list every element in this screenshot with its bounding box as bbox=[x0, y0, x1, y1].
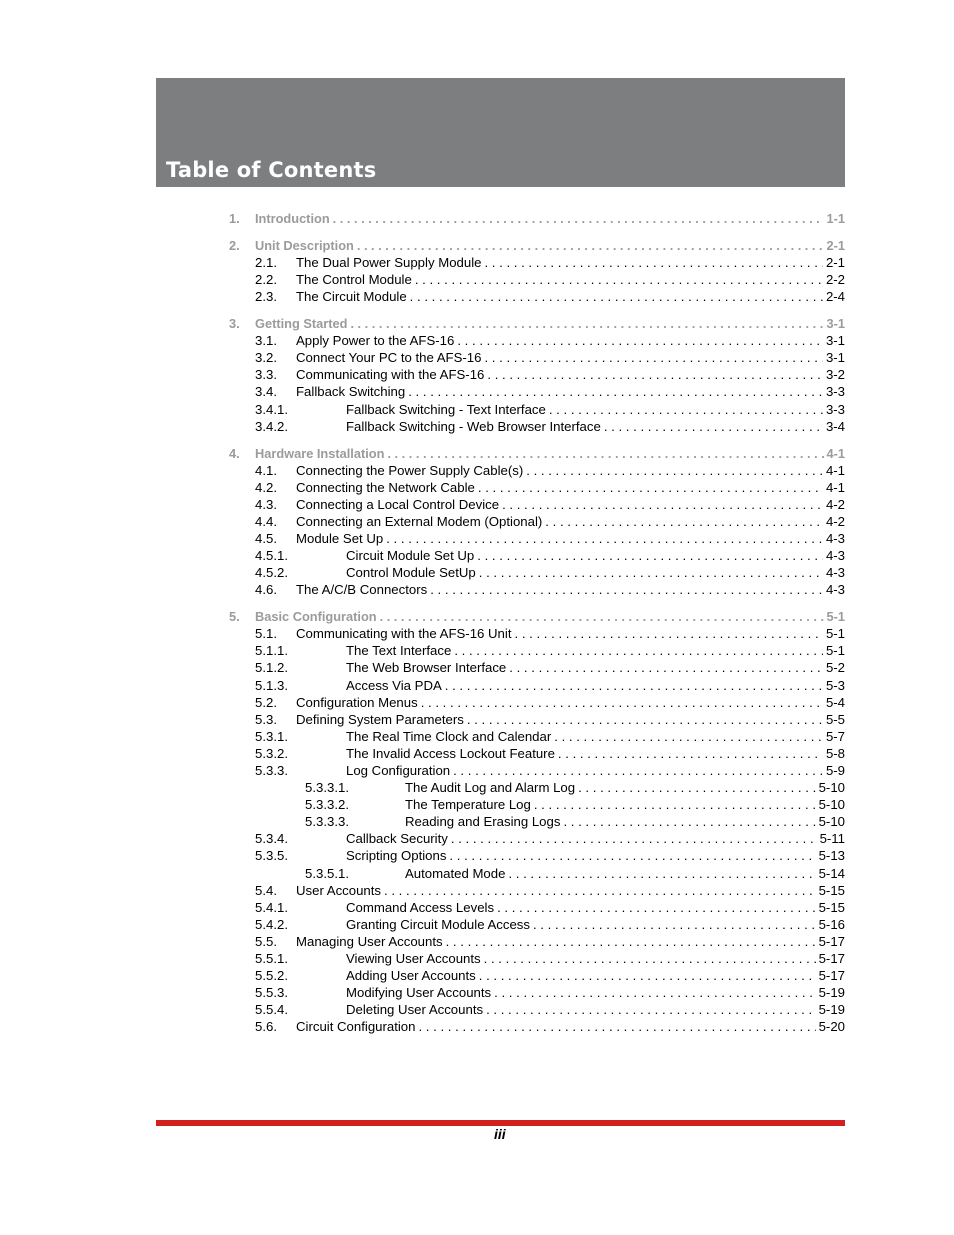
toc-entry-number: 5.3.2. bbox=[255, 745, 288, 761]
toc-entry-page: 5-1 bbox=[823, 642, 845, 659]
toc-entry-label bbox=[296, 462, 845, 479]
toc-entry-title: Deleting User Accounts bbox=[346, 1001, 486, 1018]
toc-entry-number: 2. bbox=[229, 237, 240, 253]
toc-entry-page: 5-11 bbox=[817, 830, 845, 847]
toc-entry-number: 4.5. bbox=[255, 530, 277, 546]
toc-entry-label bbox=[296, 694, 845, 711]
toc-entry-row[interactable] bbox=[229, 496, 845, 513]
dot-leader bbox=[508, 865, 815, 882]
toc-entry-row[interactable] bbox=[229, 513, 845, 530]
toc-entry-row[interactable] bbox=[229, 418, 845, 435]
toc-entry-title: The Real Time Clock and Calendar bbox=[346, 728, 554, 745]
dot-leader bbox=[578, 779, 816, 796]
toc-entry-label bbox=[346, 401, 845, 418]
toc-entry-title: Reading and Erasing Logs bbox=[405, 813, 563, 830]
dot-leader bbox=[451, 830, 817, 847]
toc-entry-page: 3-1 bbox=[823, 332, 845, 349]
toc-entry-row[interactable] bbox=[229, 745, 845, 762]
toc-entry-title: Callback Security bbox=[346, 830, 451, 847]
toc-entry-page: 2-1 bbox=[824, 237, 846, 254]
toc-entry-page: 5-17 bbox=[816, 967, 845, 984]
toc-entry-label bbox=[346, 659, 845, 676]
toc-chapter-row[interactable] bbox=[229, 445, 845, 462]
toc-entry-page: 5-7 bbox=[823, 728, 845, 745]
toc-entry-page: 5-15 bbox=[816, 882, 845, 899]
toc-entry-row[interactable] bbox=[229, 366, 845, 383]
toc-entry-title: Connect Your PC to the AFS-16 bbox=[296, 349, 484, 366]
toc-entry-row[interactable] bbox=[229, 916, 845, 933]
toc-entry-title: Configuration Menus bbox=[296, 694, 421, 711]
toc-entry-page: 5-15 bbox=[816, 899, 845, 916]
toc-entry-title: Granting Circuit Module Access bbox=[346, 916, 533, 933]
toc-entry-number: 4.5.1. bbox=[255, 548, 288, 564]
toc-entry-page: 5-19 bbox=[816, 1001, 845, 1018]
toc-entry-row[interactable] bbox=[229, 642, 845, 659]
toc-entry-number: 5. bbox=[229, 609, 240, 625]
toc-entry-label bbox=[346, 547, 845, 564]
toc-entry-page: 5-10 bbox=[816, 779, 845, 796]
toc-entry-title: The A/C/B Connectors bbox=[296, 581, 430, 598]
toc-entry-label bbox=[346, 642, 845, 659]
toc-entry-title: Managing User Accounts bbox=[296, 933, 446, 950]
toc-entry-number: 5.3.5.1. bbox=[305, 865, 349, 881]
dot-leader bbox=[430, 581, 823, 598]
toc-entry-page: 5-1 bbox=[823, 625, 845, 642]
toc-entry-title: The Control Module bbox=[296, 271, 415, 288]
toc-entry-page: 3-3 bbox=[823, 401, 845, 418]
dot-leader bbox=[558, 745, 823, 762]
toc-entry-row[interactable] bbox=[229, 933, 845, 950]
toc-entry-title: Modifying User Accounts bbox=[346, 984, 494, 1001]
toc-entry-title: Circuit Module Set Up bbox=[346, 547, 477, 564]
toc-entry-number: 5.3.3.3. bbox=[305, 814, 349, 830]
toc-entry-number: 5.6. bbox=[255, 1019, 277, 1035]
toc-entry-label bbox=[346, 677, 845, 694]
toc-entry-label bbox=[296, 254, 845, 271]
toc-entry-page: 5-1 bbox=[824, 608, 846, 625]
toc-entry-row[interactable] bbox=[229, 401, 845, 418]
dot-leader bbox=[421, 694, 823, 711]
toc-entry-row[interactable] bbox=[229, 694, 845, 711]
toc-entry-label bbox=[405, 813, 845, 830]
dot-leader bbox=[408, 383, 823, 400]
toc-entry-row[interactable] bbox=[229, 581, 845, 598]
toc-entry-number: 2.2. bbox=[255, 272, 277, 288]
toc-entry-row[interactable] bbox=[229, 899, 845, 916]
toc-entry-label bbox=[255, 608, 845, 625]
dot-leader bbox=[350, 315, 823, 332]
toc-entry-title: Circuit Configuration bbox=[296, 1018, 418, 1035]
toc-entry-label bbox=[346, 916, 845, 933]
toc-entry-number: 3.4.1. bbox=[255, 401, 288, 417]
toc-entry-number: 4.4. bbox=[255, 513, 277, 529]
toc-entry-label bbox=[346, 745, 845, 762]
toc-entry-title: Connecting the Network Cable bbox=[296, 479, 478, 496]
dot-leader bbox=[497, 899, 816, 916]
toc-entry-number: 5.3.3. bbox=[255, 763, 288, 778]
dot-leader bbox=[457, 332, 823, 349]
toc-entry-row[interactable] bbox=[229, 865, 845, 882]
toc-entry-title: Access Via PDA bbox=[346, 677, 445, 694]
dot-leader bbox=[453, 762, 823, 779]
dot-leader bbox=[387, 445, 823, 462]
toc-entry-title: Basic Configuration bbox=[255, 608, 380, 625]
toc-entry-title: Communicating with the AFS-16 bbox=[296, 366, 487, 383]
toc-chapter-row[interactable] bbox=[229, 315, 845, 332]
dot-leader bbox=[502, 496, 823, 513]
toc-entry-number: 5.2. bbox=[255, 694, 277, 710]
toc-entry-row[interactable] bbox=[229, 479, 845, 496]
toc-entry-label bbox=[296, 349, 845, 366]
toc-entry-page: 3-3 bbox=[823, 383, 845, 400]
dot-leader bbox=[418, 1018, 815, 1035]
toc-entry-title: Unit Description bbox=[255, 237, 357, 254]
toc-entry-title: The Circuit Module bbox=[296, 288, 410, 305]
toc-entry-number: 5.4.2. bbox=[255, 916, 288, 932]
toc-entry-label bbox=[296, 1018, 845, 1035]
toc-entry-number: 5.3.1. bbox=[255, 728, 288, 744]
toc-entry-row[interactable] bbox=[229, 332, 845, 349]
toc-entry-number: 4.2. bbox=[255, 479, 277, 495]
toc-entry-page: 5-5 bbox=[823, 711, 845, 728]
toc-entry-number: 3.1. bbox=[255, 333, 277, 349]
toc-entry-page: 4-1 bbox=[824, 445, 846, 462]
dot-leader bbox=[467, 711, 823, 728]
page-number: iii bbox=[494, 1126, 506, 1142]
toc-entry-label bbox=[346, 967, 845, 984]
toc-entry-label bbox=[346, 847, 845, 864]
toc-entry-number: 5.1. bbox=[255, 626, 277, 642]
toc-entry-row[interactable] bbox=[229, 462, 845, 479]
toc-entry-page: 1-1 bbox=[824, 210, 846, 227]
toc-entry-page: 5-16 bbox=[816, 916, 845, 933]
toc-entry-page: 3-1 bbox=[823, 349, 845, 366]
dot-leader bbox=[545, 513, 823, 530]
toc-entry-row[interactable] bbox=[229, 813, 845, 830]
toc-entry-number: 5.3.3.1. bbox=[305, 780, 349, 796]
toc-entry-number: 5.5.3. bbox=[255, 985, 288, 1001]
toc-entry-label bbox=[296, 366, 845, 383]
page-title: Table of Contents bbox=[166, 158, 377, 182]
toc-entry-page: 5-17 bbox=[816, 933, 845, 950]
toc-entry-label bbox=[296, 933, 845, 950]
toc-entry-row[interactable] bbox=[229, 830, 845, 847]
toc-entry-title: Apply Power to the AFS-16 bbox=[296, 332, 457, 349]
toc-entry-number: 5.3.3.2. bbox=[305, 797, 349, 813]
toc-entry-row[interactable] bbox=[229, 530, 845, 547]
toc-entry-title: Connecting the Power Supply Cable(s) bbox=[296, 462, 526, 479]
toc-entry-title: Command Access Levels bbox=[346, 899, 497, 916]
dot-leader bbox=[479, 967, 816, 984]
dot-leader bbox=[446, 933, 816, 950]
toc-entry-label bbox=[346, 728, 845, 745]
toc-entry-title: Fallback Switching bbox=[296, 383, 408, 400]
toc-entry-label bbox=[346, 950, 845, 967]
toc-entry-label bbox=[346, 762, 845, 779]
dot-leader bbox=[509, 659, 823, 676]
toc-entry-page: 5-10 bbox=[816, 796, 845, 813]
toc-entry-title: Getting Started bbox=[255, 315, 350, 332]
toc-entry-row[interactable] bbox=[229, 882, 845, 899]
toc-entry-label bbox=[405, 796, 845, 813]
toc-entry-number: 5.5.1. bbox=[255, 951, 288, 967]
toc-entry-title: Adding User Accounts bbox=[346, 967, 479, 984]
toc-entry-label bbox=[346, 1001, 845, 1018]
toc-entry-page: 4-3 bbox=[823, 547, 845, 564]
dot-leader bbox=[604, 418, 823, 435]
dot-leader bbox=[487, 366, 823, 383]
toc-entry-title: Automated Mode bbox=[405, 865, 508, 882]
dot-leader bbox=[445, 677, 823, 694]
dot-leader bbox=[333, 210, 824, 227]
toc-entry-label bbox=[255, 210, 845, 227]
toc-entry-page: 5-14 bbox=[816, 865, 845, 882]
toc-entry-page: 5-10 bbox=[816, 813, 845, 830]
toc-entry-label bbox=[296, 882, 845, 899]
toc-entry-row[interactable] bbox=[229, 847, 845, 864]
dot-leader bbox=[449, 847, 815, 864]
toc-entry-title: The Web Browser Interface bbox=[346, 659, 509, 676]
dot-leader bbox=[477, 547, 823, 564]
toc-entry-title: Fallback Switching - Text Interface bbox=[346, 401, 549, 418]
toc-entry-page: 5-20 bbox=[816, 1018, 845, 1035]
table-of-contents bbox=[229, 210, 845, 1036]
toc-entry-page: 5-17 bbox=[816, 950, 845, 967]
toc-entry-number: 2.1. bbox=[255, 254, 277, 270]
toc-entry-page: 5-4 bbox=[823, 694, 845, 711]
toc-entry-row[interactable] bbox=[229, 564, 845, 581]
toc-entry-title: The Dual Power Supply Module bbox=[296, 254, 484, 271]
toc-entry-page: 5-19 bbox=[816, 984, 845, 1001]
toc-entry-number: 4.1. bbox=[255, 462, 277, 478]
toc-entry-number: 4.3. bbox=[255, 496, 277, 512]
toc-entry-row[interactable] bbox=[229, 711, 845, 728]
toc-entry-row[interactable] bbox=[229, 796, 845, 813]
dot-leader bbox=[479, 564, 823, 581]
toc-entry-page: 4-3 bbox=[823, 530, 845, 547]
dot-leader bbox=[478, 479, 823, 496]
toc-entry-number: 5.4.1. bbox=[255, 899, 288, 915]
toc-entry-title: User Accounts bbox=[296, 882, 384, 899]
header-band bbox=[156, 78, 845, 187]
toc-entry-title: The Audit Log and Alarm Log bbox=[405, 779, 578, 796]
toc-entry-number: 5.4. bbox=[255, 882, 277, 898]
toc-entry-label bbox=[296, 383, 845, 400]
toc-entry-row[interactable] bbox=[229, 950, 845, 967]
dot-leader bbox=[486, 1001, 816, 1018]
toc-entry-number: 1. bbox=[229, 211, 240, 226]
toc-entry-label bbox=[255, 315, 845, 332]
dot-leader bbox=[534, 796, 816, 813]
toc-entry-title: Communicating with the AFS-16 Unit bbox=[296, 625, 515, 642]
dot-leader bbox=[386, 530, 823, 547]
dot-leader bbox=[410, 288, 823, 305]
toc-entry-row[interactable] bbox=[229, 967, 845, 984]
toc-entry-title: Defining System Parameters bbox=[296, 711, 467, 728]
toc-entry-row[interactable] bbox=[229, 1018, 845, 1035]
toc-entry-label bbox=[296, 271, 845, 288]
dot-leader bbox=[526, 462, 823, 479]
toc-entry-label bbox=[296, 581, 845, 598]
dot-leader bbox=[554, 728, 823, 745]
dot-leader bbox=[563, 813, 815, 830]
toc-entry-label bbox=[296, 530, 845, 547]
toc-entry-row[interactable] bbox=[229, 547, 845, 564]
toc-chapter-row[interactable] bbox=[229, 210, 845, 227]
toc-entry-title: Module Set Up bbox=[296, 530, 386, 547]
toc-entry-title: The Text Interface bbox=[346, 642, 454, 659]
toc-entry-number: 5.1.1. bbox=[255, 643, 288, 659]
toc-entry-label bbox=[346, 564, 845, 581]
toc-entry-label bbox=[296, 625, 845, 642]
toc-entry-label bbox=[296, 496, 845, 513]
toc-entry-page: 5-3 bbox=[823, 677, 845, 694]
toc-entry-number: 3.2. bbox=[255, 350, 277, 366]
toc-chapter-row[interactable] bbox=[229, 608, 845, 625]
toc-entry-title: Viewing User Accounts bbox=[346, 950, 484, 967]
toc-entry-number: 5.5.4. bbox=[255, 1002, 288, 1018]
toc-entry-page: 5-13 bbox=[816, 847, 845, 864]
toc-entry-row[interactable] bbox=[229, 383, 845, 400]
toc-entry-title: Fallback Switching - Web Browser Interface bbox=[346, 418, 604, 435]
toc-entry-title: Hardware Installation bbox=[255, 445, 387, 462]
toc-entry-row[interactable] bbox=[229, 728, 845, 745]
toc-entry-title: Log Configuration bbox=[346, 762, 453, 779]
toc-entry-page: 4-1 bbox=[823, 479, 845, 496]
dot-leader bbox=[357, 237, 824, 254]
toc-entry-row[interactable] bbox=[229, 1001, 845, 1018]
toc-entry-number: 5.5. bbox=[255, 933, 277, 949]
toc-entry-label bbox=[346, 418, 845, 435]
toc-entry-row[interactable] bbox=[229, 288, 845, 305]
toc-entry-label bbox=[346, 984, 845, 1001]
dot-leader bbox=[454, 642, 823, 659]
toc-entry-row[interactable] bbox=[229, 625, 845, 642]
toc-entry-page: 2-4 bbox=[823, 288, 845, 305]
toc-entry-row[interactable] bbox=[229, 984, 845, 1001]
toc-entry-number: 5.3.4. bbox=[255, 831, 288, 847]
toc-entry-page: 3-1 bbox=[824, 315, 846, 332]
toc-entry-page: 3-2 bbox=[823, 366, 845, 383]
toc-entry-title: Connecting an External Modem (Optional) bbox=[296, 513, 545, 530]
toc-entry-number: 4.6. bbox=[255, 582, 277, 598]
toc-entry-page: 4-2 bbox=[823, 513, 845, 530]
dot-leader bbox=[484, 950, 816, 967]
toc-entry-label bbox=[346, 899, 845, 916]
toc-entry-label bbox=[296, 513, 845, 530]
dot-leader bbox=[384, 882, 816, 899]
toc-entry-page: 5-8 bbox=[823, 745, 845, 762]
toc-entry-page: 4-3 bbox=[823, 581, 845, 598]
toc-entry-label bbox=[255, 237, 845, 254]
toc-entry-title: The Temperature Log bbox=[405, 796, 534, 813]
toc-entry-number: 5.3. bbox=[255, 711, 277, 727]
toc-entry-title: Connecting a Local Control Device bbox=[296, 496, 502, 513]
toc-entry-number: 5.3.5. bbox=[255, 848, 288, 864]
dot-leader bbox=[494, 984, 815, 1001]
toc-entry-page: 5-9 bbox=[823, 762, 845, 779]
toc-entry-row[interactable] bbox=[229, 349, 845, 366]
toc-entry-number: 4.5.2. bbox=[255, 565, 288, 581]
dot-leader bbox=[484, 349, 822, 366]
dot-leader bbox=[515, 625, 823, 642]
toc-entry-number: 3.3. bbox=[255, 367, 277, 383]
toc-entry-row[interactable] bbox=[229, 677, 845, 694]
toc-entry-page: 4-1 bbox=[823, 462, 845, 479]
toc-entry-title: Introduction bbox=[255, 210, 333, 227]
toc-chapter-row[interactable] bbox=[229, 237, 845, 254]
toc-entry-page: 2-2 bbox=[823, 271, 845, 288]
toc-entry-title: The Invalid Access Lockout Feature bbox=[346, 745, 558, 762]
toc-entry-label bbox=[296, 479, 845, 496]
toc-entry-number: 5.1.3. bbox=[255, 677, 288, 693]
toc-entry-label bbox=[296, 288, 845, 305]
toc-entry-label bbox=[405, 865, 845, 882]
toc-entry-row[interactable] bbox=[229, 779, 845, 796]
toc-entry-row[interactable] bbox=[229, 659, 845, 676]
toc-entry-row[interactable] bbox=[229, 762, 845, 779]
toc-entry-label bbox=[346, 830, 845, 847]
toc-entry-number: 3. bbox=[229, 316, 240, 332]
toc-entry-number: 3.4. bbox=[255, 384, 277, 400]
toc-entry-label bbox=[296, 332, 845, 349]
toc-entry-page: 2-1 bbox=[823, 254, 845, 271]
toc-entry-label bbox=[405, 779, 845, 796]
toc-entry-number: 5.1.2. bbox=[255, 660, 288, 676]
dot-leader bbox=[380, 608, 824, 625]
toc-entry-number: 3.4.2. bbox=[255, 418, 288, 434]
toc-entry-row[interactable] bbox=[229, 254, 845, 271]
toc-entry-page: 3-4 bbox=[823, 418, 845, 435]
toc-entry-label bbox=[296, 711, 845, 728]
toc-entry-title: Scripting Options bbox=[346, 847, 449, 864]
toc-entry-number: 2.3. bbox=[255, 289, 277, 305]
toc-entry-number: 5.5.2. bbox=[255, 968, 288, 984]
toc-entry-number: 4. bbox=[229, 445, 240, 461]
toc-entry-page: 4-2 bbox=[823, 496, 845, 513]
dot-leader bbox=[484, 254, 822, 271]
dot-leader bbox=[415, 271, 823, 288]
dot-leader bbox=[549, 401, 823, 418]
toc-entry-row[interactable] bbox=[229, 271, 845, 288]
toc-entry-page: 4-3 bbox=[823, 564, 845, 581]
toc-entry-page: 5-2 bbox=[823, 659, 845, 676]
dot-leader bbox=[533, 916, 816, 933]
toc-entry-label bbox=[255, 445, 845, 462]
toc-entry-title: Control Module SetUp bbox=[346, 564, 479, 581]
